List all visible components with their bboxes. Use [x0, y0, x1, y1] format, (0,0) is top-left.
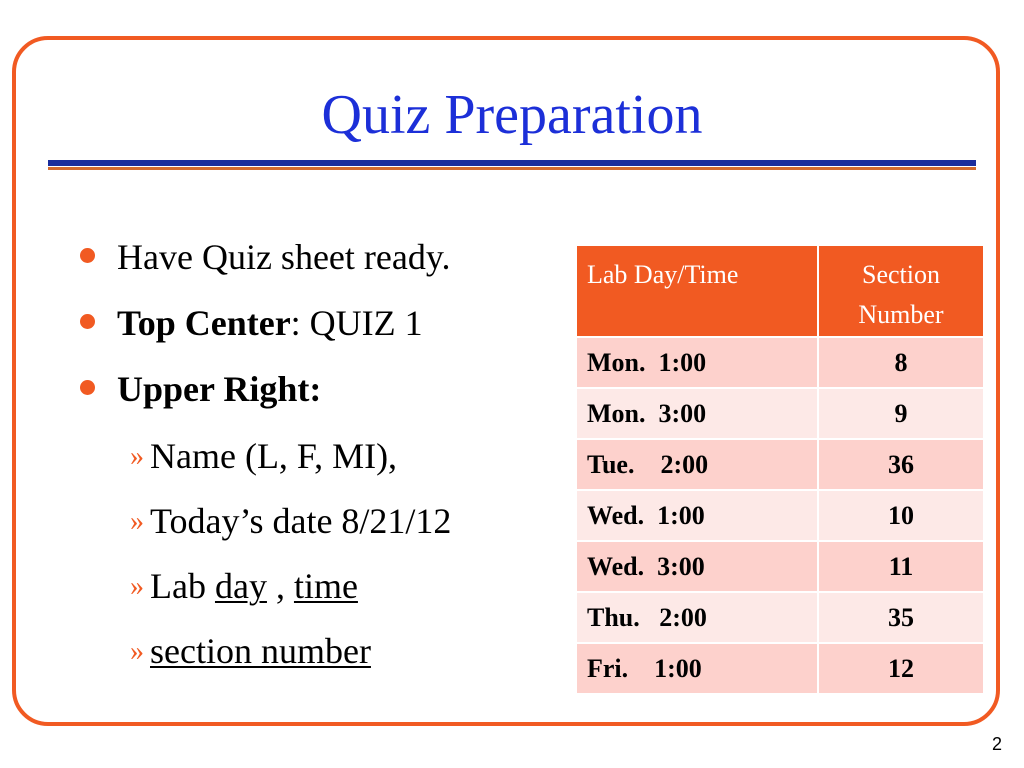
bullet-text: Have Quiz sheet ready. [117, 237, 451, 277]
table-row [576, 592, 984, 643]
sub-bullet-separator: , [266, 566, 294, 606]
sub-bullet-marker-icon: » [130, 571, 144, 602]
cell-section: 36 [818, 439, 984, 490]
slide-title: Quiz Preparation [321, 84, 703, 146]
cell-section: 35 [818, 592, 984, 643]
title-divider-blue [48, 160, 976, 166]
bullet-dot-icon [80, 314, 95, 329]
header-lab-day-time: Lab Day/Time [576, 245, 818, 337]
cell-section: 9 [818, 388, 984, 439]
bullet-dot-icon [80, 380, 95, 395]
underlined-time: time [293, 566, 358, 606]
cell-day-time: Thu. 2:00 [576, 592, 818, 643]
sub-bullet-marker-icon: » [130, 636, 144, 667]
header-section-number: Section Number [818, 245, 984, 337]
table-row [576, 388, 984, 439]
sub-bullet-text: Today’s date 8/21/12 [150, 501, 452, 541]
sub-bullet-marker-icon: » [130, 441, 144, 472]
lab-section-table [575, 244, 985, 695]
cell-day-time: Fri. 1:00 [576, 643, 818, 694]
underlined-section-number: section number [150, 631, 371, 671]
bullet-text: Upper Right: [117, 369, 322, 409]
table-row [576, 439, 984, 490]
sub-bullet-text: Lab [150, 566, 215, 606]
sub-bullet-marker-icon: » [130, 506, 144, 537]
page-number: 2 [992, 734, 1003, 754]
bullet-bold-label: Top Center [117, 303, 291, 343]
table-row [576, 643, 984, 694]
table-header-row [576, 245, 984, 337]
cell-day-time: Wed. 3:00 [576, 541, 818, 592]
cell-day-time: Mon. 3:00 [576, 388, 818, 439]
cell-section: 11 [818, 541, 984, 592]
table-row [576, 337, 984, 388]
bullet-value: : QUIZ 1 [290, 303, 423, 343]
title-divider-orange [48, 167, 976, 170]
underlined-day: day [214, 566, 267, 606]
table-row [576, 490, 984, 541]
cell-day-time: Mon. 1:00 [576, 337, 818, 388]
bullet-text [117, 301, 423, 345]
table-row [576, 541, 984, 592]
cell-section: 10 [818, 490, 984, 541]
sub-bullet-date [130, 499, 451, 547]
cell-day-time: Tue. 2:00 [576, 439, 818, 490]
cell-day-time: Wed. 1:00 [576, 490, 818, 541]
sub-bullet-text: Name (L, F, MI), [150, 436, 398, 476]
bullet-dot-icon [80, 248, 95, 263]
cell-section: 12 [818, 643, 984, 694]
cell-section: 8 [818, 337, 984, 388]
sub-bullet-lab [130, 564, 358, 612]
sub-bullet-name [130, 434, 397, 482]
sub-bullet-section [130, 629, 371, 677]
